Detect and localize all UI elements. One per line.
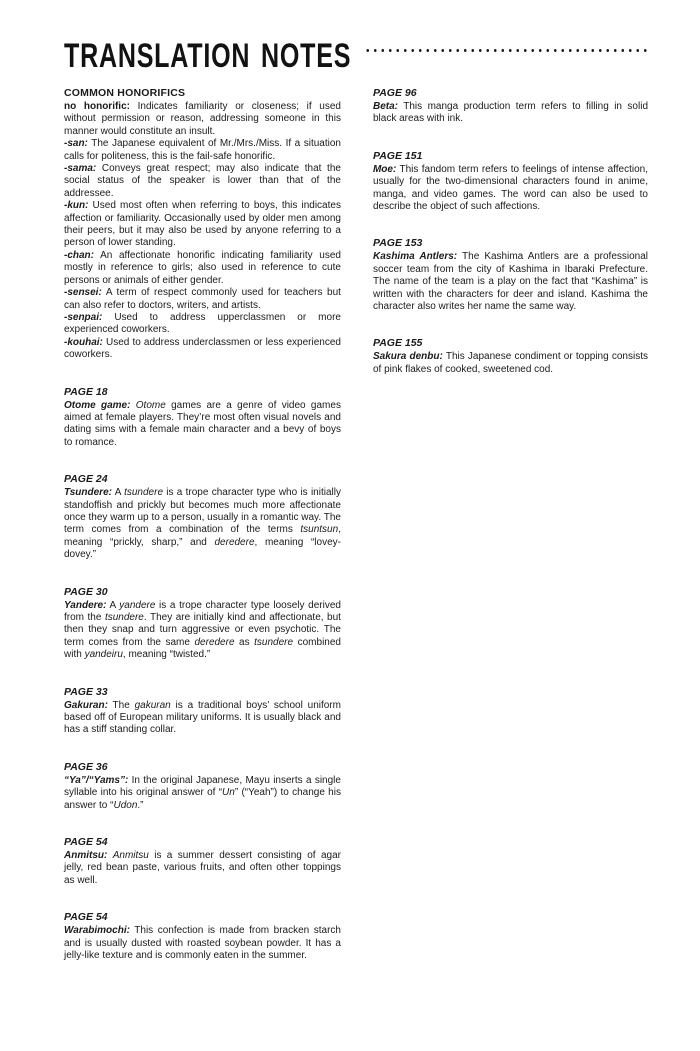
body-text: is a summer dessert consisting of agar jelly, red bean paste, various fruits, and often other toppings as well.	[64, 850, 341, 886]
term: “Ya”/“Yams”:	[64, 774, 129, 786]
page-label: PAGE 36	[64, 760, 108, 773]
body-text: deredere	[214, 536, 255, 548]
term: Beta:	[372, 101, 398, 112]
term: -senpai:	[64, 311, 103, 323]
body-text: This manga production term refers to filling in solid black areas with ink.	[372, 101, 648, 125]
body-text: yandere	[119, 599, 156, 611]
body-text: A	[106, 599, 120, 611]
body-text: Otome	[135, 399, 166, 411]
page-title: TRANSLATION NOTES	[64, 35, 352, 75]
page-label: PAGE 96	[372, 87, 417, 99]
page-label: PAGE 24	[64, 473, 108, 486]
page-label: PAGE 155	[372, 337, 423, 350]
page-label: PAGE 30	[64, 585, 108, 598]
body-text: tsuntsun	[300, 524, 339, 536]
section-heading: COMMON HONORIFICS	[64, 87, 186, 99]
body-text: Used to address underclassmen or less experienced coworkers.	[64, 336, 341, 361]
note-section	[64, 911, 341, 962]
body-text: ” (“Yeah”) to change his answer to “	[64, 787, 341, 811]
body-text: Udon	[113, 799, 138, 811]
body-text: tsundere	[254, 636, 294, 648]
note-section	[373, 237, 648, 313]
body-text: combined with	[64, 636, 341, 661]
term: Tsundere:	[64, 487, 112, 499]
note-section	[373, 337, 648, 376]
body-text: This fandom term refers to feelings of intense affection, usually for the two-dimensional characters found in anime, manga, and video games. The word can also be used to describe the object of such affections.	[372, 163, 648, 213]
page-label: PAGE 153	[372, 237, 423, 250]
body-text: tsundere	[124, 487, 164, 499]
body-text: Un	[222, 787, 235, 799]
body-text: Conveys great respect; may also indicate that the social status of the speaker is lower than that of the addressee.	[64, 163, 341, 199]
term: Gakuran:	[64, 699, 108, 711]
note-entry	[64, 775, 341, 812]
note-entry	[373, 164, 648, 214]
notes-columns	[64, 87, 648, 963]
note-entry	[373, 351, 648, 376]
term: Yandere:	[64, 599, 107, 611]
body-text: games are a genre of video games aimed at female players. They’re most often visual novels and dating sims with a female main character and a bevy of boys to romance.	[64, 399, 341, 448]
note-entry	[64, 700, 341, 737]
note-section	[64, 836, 341, 887]
right-column	[373, 87, 648, 963]
term: Kashima Antlers:	[372, 251, 458, 263]
honorific-entry	[64, 312, 341, 337]
body-text: as	[234, 636, 255, 648]
note-entry	[64, 925, 341, 962]
note-section	[64, 586, 341, 662]
term: -kun:	[64, 200, 89, 212]
term: Anmitsu:	[64, 850, 108, 862]
note-section	[64, 761, 341, 812]
body-text: . They are initially kind and affectionate, but then they snap and turn aggressive or even psychotic. The term comes from the same	[64, 612, 341, 648]
honorific-entry	[64, 101, 341, 138]
honorific-entry	[64, 163, 341, 200]
body-text: is a traditional boys’ school uniform based off of European military uniforms. It is usually black and has a stiff standing collar.	[64, 699, 341, 736]
term: -sensei:	[64, 287, 102, 299]
note-entry	[64, 600, 341, 662]
body-text: is a trope character type loosely derived from the	[64, 599, 341, 623]
honorific-entry	[64, 138, 341, 163]
page-label: PAGE 33	[64, 685, 108, 698]
left-column	[64, 87, 341, 963]
body-text: tsundere	[104, 612, 144, 623]
body-text: A term of respect commonly used for teachers but can also refer to doctors, writers, and artists.	[64, 287, 341, 311]
body-text: Indicates familiarity or closeness; if used without permission or reason, addressing someone in this manner would constitute an insult.	[64, 101, 341, 137]
honorifics-section	[64, 87, 341, 362]
title-wrap	[64, 35, 352, 75]
note-entry	[373, 101, 648, 126]
honorific-entry	[64, 337, 341, 362]
term: Otome game:	[64, 399, 131, 411]
term: Sakura denbu:	[372, 351, 443, 363]
body-text: The	[107, 699, 135, 711]
page-label: PAGE 54	[64, 911, 108, 924]
honorific-entry	[64, 200, 341, 250]
term: Warabimochi:	[64, 925, 130, 937]
note-section	[64, 686, 341, 737]
body-text: gakuran	[134, 699, 171, 711]
body-text: An affectionate honorific indicating familiarity used mostly in reference to girls; also used in reference to cute persons or animals of either gender.	[64, 249, 341, 286]
page-label: PAGE 54	[64, 836, 108, 849]
term: Moe:	[372, 163, 397, 175]
term: -san:	[64, 138, 88, 150]
page-label: PAGE 18	[64, 385, 108, 398]
body-text: This confection is made from bracken starch and is usually dusted with roasted soybean powder. It has a jelly-like texture and is commonly eaten in the summer.	[64, 925, 341, 962]
honorific-entry	[64, 250, 341, 287]
body-text: Used most often when referring to boys, this indicates affection or familiarity. Occasionally used by older men among their peers, but it may also be used by anyone referring to a person of lower standing.	[64, 200, 341, 249]
body-text: The Japanese equivalent of Mr./Mrs./Miss. If a situation calls for politeness, this is the fail-safe honorific.	[64, 138, 341, 162]
note-section	[64, 386, 341, 450]
body-text: yandeiru	[84, 649, 123, 661]
body-text: deredere	[194, 636, 235, 648]
note-entry	[64, 400, 341, 450]
note-section	[373, 87, 648, 126]
honorific-entry	[64, 287, 341, 312]
body-text: This Japanese condiment or topping consists of pink flakes of cooked, sweetened cod.	[372, 351, 648, 375]
body-text: A	[111, 487, 125, 499]
body-text: is a trope character type who is initially standoffish and prickly but becomes much more affectionate once they warm up to a person, usually in a romantic way. The term comes from a combination of the terms	[64, 487, 341, 536]
term: no honorific:	[64, 101, 130, 112]
term: -chan:	[64, 249, 94, 261]
note-section	[64, 473, 341, 561]
note-entry	[373, 251, 648, 313]
note-section	[373, 150, 648, 214]
title-row	[64, 35, 648, 75]
body-text: Used to address upperclassmen or more experienced coworkers.	[64, 311, 341, 336]
body-text: , meaning “twisted.”	[122, 649, 211, 661]
dotted-rule	[364, 49, 648, 52]
body-text: .”	[137, 799, 144, 811]
body-text: The Kashima Antlers are a professional soccer team from the city of Kashima in Ibaraki Prefecture. The name of the team is a play on the fact that “Kashima” is written with the characters for deer and island. Kashima the character also writes her name the same way.	[372, 251, 649, 313]
body-text: Anmitsu	[112, 850, 149, 862]
note-entry	[64, 850, 341, 887]
note-entry	[64, 487, 341, 561]
page-label: PAGE 151	[372, 149, 423, 162]
term: -sama:	[64, 163, 97, 175]
body-text: , meaning “prickly, sharp,” and	[64, 524, 341, 548]
body-text: In the original Japanese, Mayu inserts a single syllable into his original answer of “	[64, 774, 341, 799]
body-text: , meaning “lovey-dovey.”	[64, 536, 341, 561]
term: -kouhai:	[64, 336, 103, 348]
